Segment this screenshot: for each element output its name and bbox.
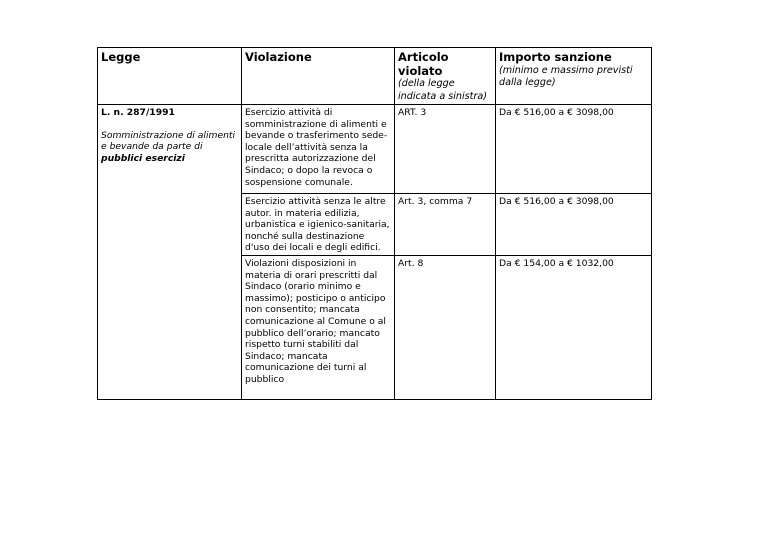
header-importo-note: (minimo e massimo previsti dalla legge)	[499, 64, 633, 89]
violation-text: Violazioni disposizioni in materia di orari prescritti dal Sindaco (orario minimo e massimo); posticipo o anticipo non consentito; mancata comunicazione al Comune o al pubblico dell’orario; mancato rispetto turni stabiliti dal Sindaco; mancata comunicazione dei turni al pubblico	[245, 257, 386, 385]
violation-cell	[242, 194, 395, 256]
amount-cell	[496, 105, 652, 194]
article-text: Art. 3, comma 7	[398, 196, 473, 207]
violation-cell	[242, 105, 395, 194]
amount-text: Da € 516,00 a € 3098,00	[499, 107, 614, 118]
header-violazione: Violazione	[245, 50, 312, 64]
law-description-emphasis: pubblici esercizi	[101, 152, 185, 164]
law-cell	[98, 105, 242, 400]
header-legge-cell	[98, 48, 242, 105]
amount-text: Da € 516,00 a € 3098,00	[499, 196, 614, 207]
amount-cell	[496, 255, 652, 399]
article-text: Art. 8	[398, 257, 424, 269]
amount-cell	[496, 194, 652, 256]
violation-text: Esercizio attività senza le altre autor. in materia edilizia, urbanistica e igienico-sanitaria, nonché sulla destinazione d'uso dei locali e degli edifici.	[245, 196, 390, 254]
law-number: L. n. 287/1991	[101, 107, 175, 118]
article-cell	[395, 255, 496, 399]
article-text: ART. 3	[398, 107, 427, 118]
header-importo-cell	[496, 48, 652, 105]
violation-text: Esercizio attività di somministrazione di alimenti e bevande o trasferimento sede-locale dell’attività senza la prescritta autorizzazione del Sindaco; o dopo la revoca o sospensione comunale.	[245, 107, 388, 188]
header-articolo: Articolo violato	[398, 50, 449, 78]
table-header-row	[98, 48, 652, 105]
header-violazione-cell	[242, 48, 395, 105]
amount-text: Da € 154,00 a € 1032,00	[499, 257, 614, 269]
header-importo: Importo sanzione	[499, 50, 612, 64]
header-legge: Legge	[101, 50, 141, 64]
header-articolo-note: (della legge indicata a sinistra)	[398, 78, 488, 102]
article-cell	[395, 105, 496, 194]
table-row	[98, 105, 652, 194]
article-cell	[395, 194, 496, 256]
header-articolo-cell	[395, 48, 496, 105]
violation-cell	[242, 255, 395, 399]
sanctions-table	[97, 47, 652, 400]
law-description: Somministrazione di alimenti e bevande da parte di	[101, 129, 236, 153]
